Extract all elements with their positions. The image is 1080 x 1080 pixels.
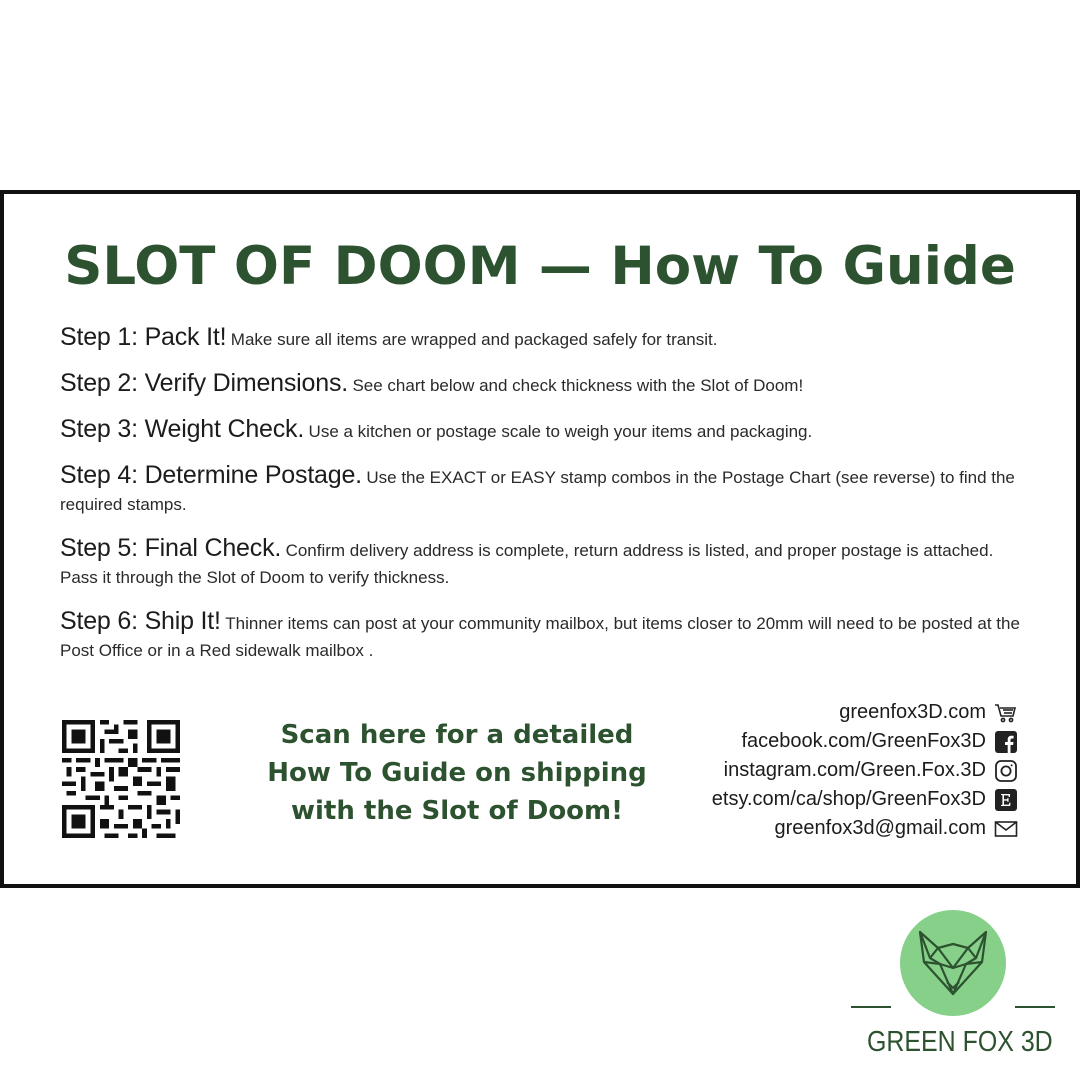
contact-text[interactable]: etsy.com/ca/shop/GreenFox3D — [711, 788, 986, 810]
qr-caption-line: with the Slot of Doom! — [290, 796, 623, 826]
step-heading: Step 1: Pack It! — [60, 323, 227, 351]
contact-website[interactable] — [598, 698, 1018, 727]
brand-divider-left — [851, 1006, 891, 1008]
qr-code[interactable] — [62, 720, 180, 838]
cart-icon — [994, 701, 1018, 725]
contact-text[interactable]: greenfox3d@gmail.com — [774, 817, 986, 839]
step-6 — [60, 608, 1020, 665]
qr-caption-line: Scan here for a detailed — [280, 720, 634, 750]
step-text: Thinner items can post at your community mailbox, but items closer to 20mm will need to be posted at the Post Office or in a Red sidewalk mailbox . — [60, 614, 1020, 660]
step-3 — [60, 416, 1020, 446]
contact-instagram[interactable] — [598, 756, 1018, 785]
step-text: Make sure all items are wrapped and packaged safely for transit. — [230, 330, 718, 349]
step-text: Confirm delivery address is complete, return address is listed, and proper postage is attached. Pass it through the Slot of Doom to verify thickness. — [60, 541, 994, 587]
brand-logo — [900, 910, 1006, 1016]
step-4 — [60, 462, 1020, 519]
contact-text[interactable]: instagram.com/Green.Fox.3D — [723, 759, 986, 781]
brand-name: GREEN FOX 3D — [867, 1026, 1053, 1058]
step-text: Use a kitchen or postage scale to weigh your items and packaging. — [308, 422, 813, 441]
step-5 — [60, 535, 1020, 592]
contact-text[interactable]: greenfox3D.com — [839, 701, 986, 723]
step-heading: Step 4: Determine Postage. — [60, 461, 362, 489]
step-2 — [60, 370, 1020, 400]
contact-facebook[interactable] — [598, 727, 1018, 756]
step-1 — [60, 324, 1020, 354]
steps-list — [60, 324, 1020, 681]
mail-icon — [994, 817, 1018, 841]
step-heading: Step 6: Ship It! — [60, 607, 221, 635]
contact-text[interactable]: facebook.com/GreenFox3D — [741, 730, 986, 752]
step-heading: Step 5: Final Check. — [60, 534, 282, 562]
step-text: See chart below and check thickness with the Slot of Doom! — [352, 376, 804, 395]
contact-list — [598, 698, 1018, 843]
instagram-icon — [994, 759, 1018, 783]
fox-head-icon — [900, 910, 1006, 1016]
brand-divider-right — [1015, 1006, 1055, 1008]
step-heading: Step 2: Verify Dimensions. — [60, 369, 348, 397]
facebook-icon — [994, 730, 1018, 754]
step-heading: Step 3: Weight Check. — [60, 415, 305, 443]
qr-caption-line: How To Guide on shipping — [267, 758, 647, 788]
step-text: Use the EXACT or EASY stamp combos in the Postage Chart (see reverse) to find the required stamps. — [60, 468, 1015, 514]
contact-etsy[interactable] — [598, 785, 1018, 814]
page-title: SLOT OF DOOM — How To Guide — [64, 236, 1016, 297]
etsy-icon — [994, 788, 1018, 812]
contact-email[interactable] — [598, 814, 1018, 843]
guide-card — [0, 190, 1080, 888]
